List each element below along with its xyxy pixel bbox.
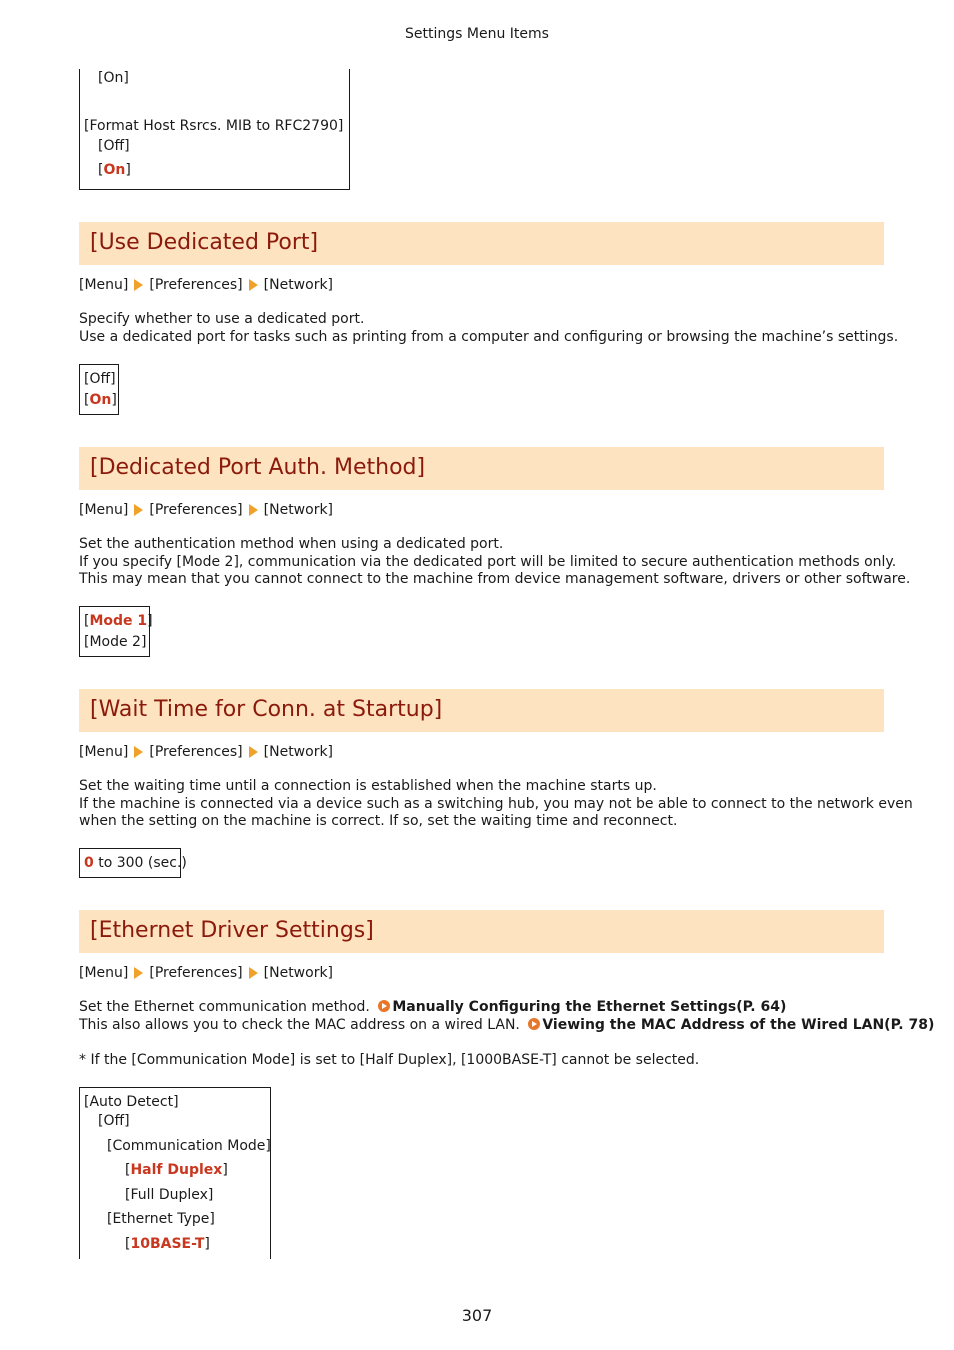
crumb-menu: [Menu]	[79, 277, 129, 293]
option-mode1-default: [Mode 1]	[84, 613, 153, 629]
link-arrow-icon	[378, 1000, 390, 1012]
section-title: [Ethernet Driver Settings]	[90, 918, 374, 943]
link-manual-ethernet[interactable]: Manually Configuring the Ethernet Settings(P. 64)	[392, 999, 787, 1015]
option-10base-t-default: [10BASE-T]	[125, 1236, 210, 1252]
arrow-right-icon	[134, 746, 143, 758]
option-format-host: [Format Host Rsrcs. MIB to RFC2790]	[84, 118, 344, 134]
section-description: Set the waiting time until a connection is established when the machine starts up. If the machine is connected via a device such as a switching hub, you may not be able to connect to the network even when the setting on the machine is correct. If so, set the waiting time and reconnect.	[79, 778, 913, 829]
option-off: [Off]	[98, 1113, 130, 1129]
range-box	[79, 848, 187, 878]
option-on-default: [On]	[98, 162, 131, 178]
crumb-network: [Network]	[263, 965, 334, 981]
arrow-right-icon	[249, 967, 258, 979]
breadcrumb	[79, 276, 333, 294]
crumb-network: [Network]	[263, 502, 334, 518]
link-arrow-icon	[528, 1018, 540, 1030]
option-half-duplex-default: [Half Duplex]	[125, 1162, 228, 1178]
note: * If the [Communication Mode] is set to [Half Duplex], [1000BASE-T] cannot be selected.	[79, 1052, 700, 1068]
section-header-ethernet-driver	[79, 910, 884, 953]
section-header-dedicated-port-auth	[79, 447, 884, 490]
arrow-right-icon	[134, 279, 143, 291]
option-auto-detect: [Auto Detect]	[84, 1094, 179, 1110]
section-header-use-dedicated-port	[79, 222, 884, 265]
options-box	[79, 1087, 271, 1259]
arrow-right-icon	[134, 967, 143, 979]
section-description: Set the authentication method when using a dedicated port. If you specify [Mode 2], communication via the dedicated port will be limited to secure authentication methods only. This may mean that you cannot connect to the machine from device management software, drivers or other software.	[79, 536, 911, 587]
breadcrumb	[79, 501, 333, 519]
options-box	[79, 364, 119, 415]
section-header-wait-time	[79, 689, 884, 732]
crumb-preferences: [Preferences]	[149, 277, 243, 293]
range-value: 0 to 300 (sec.)	[84, 855, 187, 871]
crumb-network: [Network]	[263, 744, 334, 760]
option-mode2: [Mode 2]	[84, 634, 147, 650]
arrow-right-icon	[134, 504, 143, 516]
breadcrumb	[79, 743, 333, 761]
crumb-menu: [Menu]	[79, 502, 129, 518]
section-description: Specify whether to use a dedicated port. Use a dedicated port for tasks such as printing from a computer and configuring or browsing the machine’s settings.	[79, 311, 899, 345]
section-title: [Use Dedicated Port]	[90, 230, 319, 255]
running-head: Settings Menu Items	[405, 26, 549, 42]
page-number: 307	[461, 1306, 493, 1325]
link-mac-address[interactable]: Viewing the MAC Address of the Wired LAN(P. 78)	[542, 1016, 935, 1033]
options-box	[79, 606, 153, 657]
section-title: [Dedicated Port Auth. Method]	[90, 455, 426, 480]
crumb-preferences: [Preferences]	[149, 744, 243, 760]
option-off: [Off]	[84, 371, 116, 387]
crumb-preferences: [Preferences]	[149, 965, 243, 981]
option-ethernet-type: [Ethernet Type]	[107, 1211, 215, 1227]
option-on: [On]	[98, 70, 129, 86]
breadcrumb	[79, 964, 333, 982]
section-description: Set the Ethernet communication method. Manually Configuring the Ethernet Settings(P. 64) This also allows you to check the MAC address on a wired LAN. Viewing the MAC Address of the Wired LAN(P. 78)	[79, 999, 935, 1033]
section-title: [Wait Time for Conn. at Startup]	[90, 697, 443, 722]
option-off: [Off]	[98, 138, 130, 154]
crumb-menu: [Menu]	[79, 744, 129, 760]
crumb-network: [Network]	[263, 277, 334, 293]
arrow-right-icon	[249, 504, 258, 516]
settings-box-continued	[79, 69, 350, 190]
arrow-right-icon	[249, 279, 258, 291]
crumb-menu: [Menu]	[79, 965, 129, 981]
option-communication-mode: [Communication Mode]	[107, 1138, 271, 1154]
option-full-duplex: [Full Duplex]	[125, 1187, 214, 1203]
crumb-preferences: [Preferences]	[149, 502, 243, 518]
arrow-right-icon	[249, 746, 258, 758]
option-on-default: [On]	[84, 392, 117, 408]
